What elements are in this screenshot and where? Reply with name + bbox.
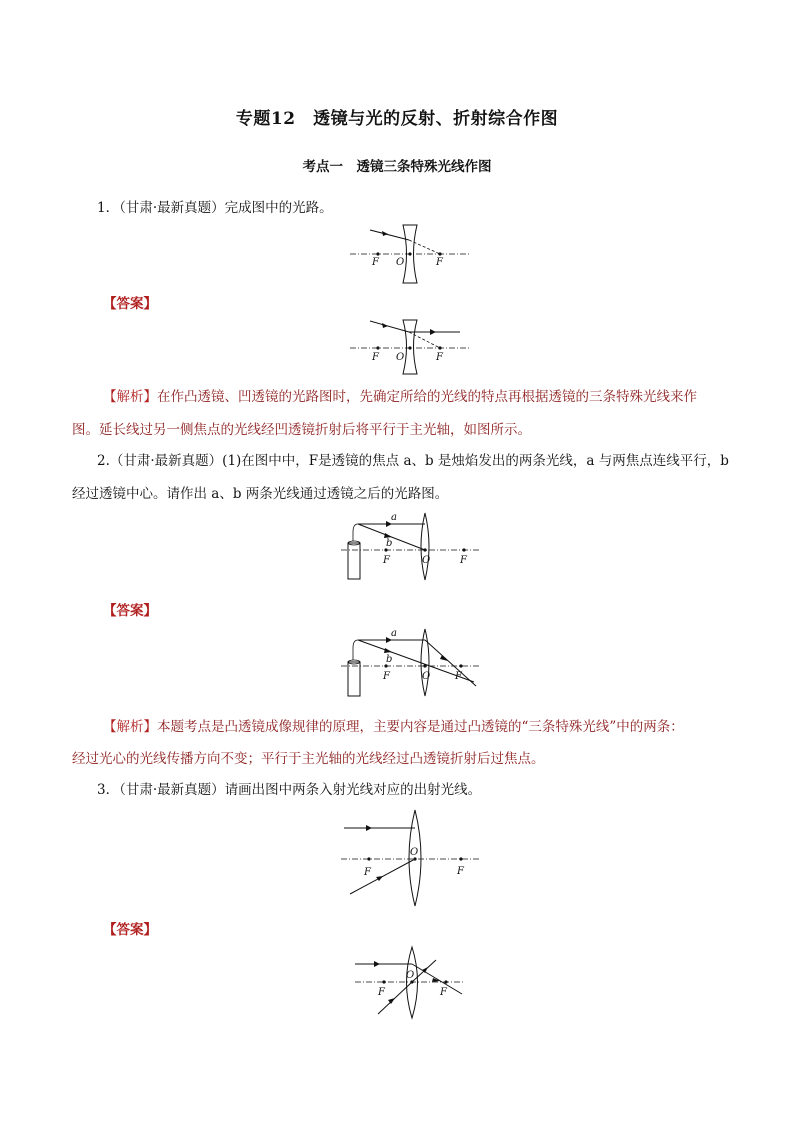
q1-analysis-line2: 图。延长线过另一侧焦点的光线经凹透镜折射后将平行于主光轴，如图所示。 [72, 422, 531, 438]
q2-answer-figure [336, 624, 486, 699]
svg-text:O: O [422, 555, 431, 566]
q2-answer-label: 【答案】 [103, 603, 157, 619]
svg-text:a: a [391, 512, 397, 523]
q3-answer-figure [350, 944, 470, 1024]
convex-lens [421, 513, 429, 580]
svg-text:F: F [460, 555, 467, 566]
svg-text:F: F [383, 555, 390, 566]
label-F-left: F [372, 257, 379, 268]
svg-text:O: O [396, 352, 405, 363]
q2-analysis: 【解析】本题考点是凸透镜成像规律的原理，主要内容是通过凸透镜的“三条特殊光线”中的两条： [103, 719, 684, 735]
svg-text:O: O [406, 970, 415, 981]
incident-ray [370, 230, 409, 240]
q3-figure [336, 808, 486, 908]
svg-text:F: F [455, 671, 462, 682]
svg-text:F: F [457, 866, 464, 877]
svg-text:F: F [372, 352, 379, 363]
q1-stem: 1．（甘肃·最新真题）完成图中的光路。 [97, 200, 333, 216]
q2-analysis-line2: 经过光心的光线传播方向不变；平行于主光轴的光线经过凸透镜折射后过焦点。 [72, 751, 545, 767]
svg-text:F: F [436, 352, 443, 363]
svg-text:a: a [391, 628, 397, 639]
svg-text:F: F [383, 671, 390, 682]
q1-figure [340, 220, 480, 285]
svg-text:b: b [386, 654, 393, 665]
q2-stem-line1: 2.（甘肃·最新真题）(1)在图中中，F是透镜的焦点 a、b 是烛焰发出的两条光线，a 与两焦点连线平行，b [97, 453, 729, 469]
q3-answer-label: 【答案】 [103, 922, 157, 938]
svg-text:F: F [364, 867, 371, 878]
q2-figure [336, 508, 486, 583]
q1-answer-label: 【答案】 [103, 296, 157, 312]
svg-text:O: O [422, 671, 431, 682]
section-subtitle: 考点一 透镜三条特殊光线作图 [302, 159, 492, 175]
candle [348, 543, 360, 579]
q1-answer-figure [340, 316, 480, 366]
label-F-right: F [436, 257, 443, 268]
label-O: O [396, 257, 405, 268]
q2-stem-line2: 经过透镜中心。请作出 a、b 两条光线通过透镜之后的光路图。 [72, 486, 449, 502]
svg-text:F: F [440, 987, 447, 998]
svg-text:F: F [378, 987, 385, 998]
svg-text:b: b [386, 538, 393, 549]
page-title: 专题12 透镜与光的反射、折射综合作图 [235, 109, 559, 129]
q1-analysis: 【解析】在作凸透镜、凹透镜的光路图时，先确定所给的光线的特点再根据透镜的三条特殊光线来作 [103, 389, 697, 405]
q3-stem: 3．（甘肃·最新真题）请画出图中两条入射光线对应的出射光线。 [97, 782, 482, 798]
svg-text:O: O [410, 847, 419, 858]
analysis-label: 【解析】 [103, 389, 157, 405]
